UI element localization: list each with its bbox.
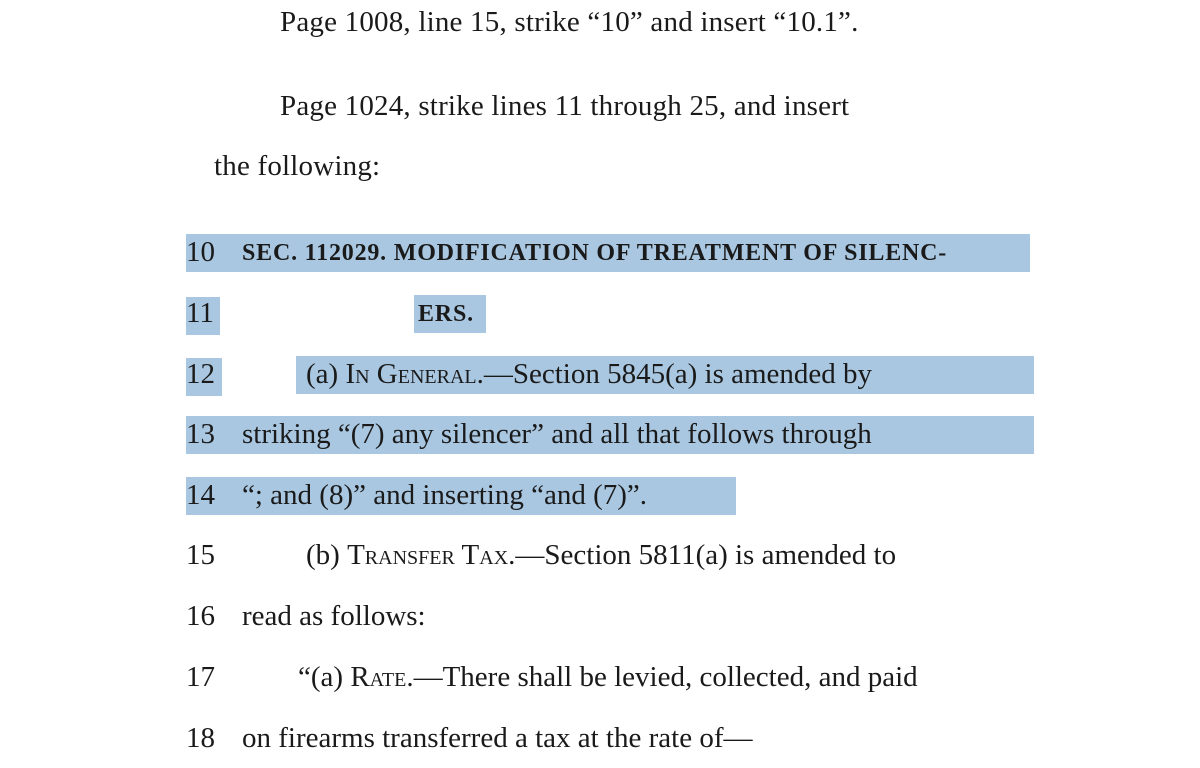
line-12	[186, 356, 226, 394]
line-12-text	[296, 356, 1034, 394]
paragraph-caption: Rate	[350, 661, 407, 693]
line-text: “; and (8)” and inserting “and (7)”.	[242, 479, 648, 511]
subsection-a-text: (a) In General.—Section 5845(a) is amended by	[306, 358, 873, 390]
amendment-instruction-2: Page 1024, strike lines 11 through 25, and insert	[280, 90, 850, 122]
line-number: 17	[186, 661, 215, 693]
line-14	[186, 477, 736, 515]
amendment-instruction-2-cont: the following:	[214, 150, 381, 182]
line-17	[186, 659, 1034, 697]
line-number: 14	[186, 479, 215, 511]
subsection-b-text: (b) Transfer Tax.—Section 5811(a) is amended to	[306, 539, 897, 571]
line-number: 12	[186, 358, 222, 396]
subsection-caption: Transfer Tax	[347, 539, 509, 571]
subsection-caption: In General	[345, 358, 477, 390]
section-heading: SEC. 112029. MODIFICATION OF TREATMENT OF SILENC-	[242, 240, 948, 266]
line-11	[186, 295, 226, 333]
rate-paragraph-text: “(a) Rate.—There shall be levied, collected, and paid	[298, 661, 918, 693]
line-16	[186, 598, 1034, 636]
line-18	[186, 720, 1034, 758]
section-heading-cont: ERS.	[418, 301, 474, 327]
line-text: striking “(7) any silencer” and all that follows through	[242, 418, 872, 450]
line-number: 15	[186, 539, 215, 571]
line-number: 13	[186, 418, 215, 450]
line-number: 11	[186, 297, 220, 335]
line-15	[186, 537, 1034, 575]
line-number: 18	[186, 722, 215, 754]
line-number: 10	[186, 236, 215, 268]
line-text: read as follows:	[242, 600, 426, 632]
line-11-text-highlight	[414, 295, 486, 333]
amendment-instruction-1: Page 1008, line 15, strike “10” and insert “10.1”.	[280, 6, 859, 38]
line-number: 16	[186, 600, 215, 632]
line-13	[186, 416, 1034, 454]
line-text: on firearms transferred a tax at the rate of—	[242, 722, 753, 754]
line-10	[186, 234, 1030, 272]
